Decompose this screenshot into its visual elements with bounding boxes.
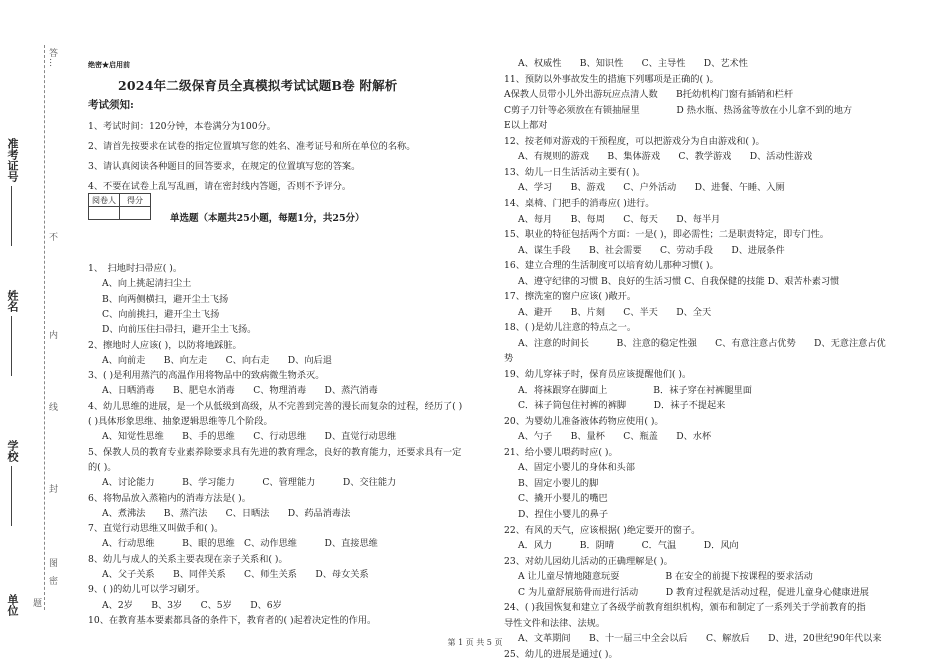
answer-option: A、知觉性思维 B、手的思维 C、行动思维 D、直觉行动思维	[102, 431, 397, 443]
score-table	[88, 193, 151, 220]
answer-option: D、向前压住扫帚扫，避开尘土飞扬。	[102, 324, 257, 336]
school-label: 学校	[6, 440, 19, 462]
margin-label: 题	[31, 598, 41, 608]
question-line: 17、擦洗室的窗户应该( )敞开。	[504, 291, 637, 303]
question-line: ( )具体形象思维、抽象逻辑思维等几个阶段。	[88, 416, 273, 427]
question-line: 24、( )我国恢复和建立了各级学前教育组织机构，颁布和制定了一系列关于学前教育的指	[504, 602, 866, 614]
question-line: 势	[504, 353, 514, 365]
answer-option: A 让儿童尽情地随意玩耍 B 在安全的前提下按课程的要求活动	[518, 571, 813, 583]
answer-option: A、勺子 B、量杯 C、瓶盖 D、水杯	[518, 431, 712, 443]
unit-field[interactable]	[4, 594, 20, 616]
question-line: 21、给小婴儿喂药时应( )。	[504, 446, 618, 458]
question-line: E以上都对	[504, 120, 548, 132]
answer-option: A、学习 B、游戏 C、户外活动 D、进餐、午睡、入厕	[518, 182, 785, 194]
question-line: 4、幼儿思维的进展，是一个从低级到高级，从不完善到完善的漫长而复杂的过程，经历了( )	[88, 400, 463, 412]
question-line: 25、幼儿的进展是通过( )。	[504, 648, 618, 660]
question-line: 2、擦地时人应该( )，以防将地踩脏。	[88, 339, 242, 351]
score-input[interactable]	[120, 207, 151, 220]
answer-option: A、固定小婴儿的身体和头部	[518, 462, 635, 474]
seal-line	[44, 45, 45, 610]
answer-option: A．将袜跟穿在脚面上 B．袜子穿在衬裤腿里面	[518, 384, 752, 396]
name-field[interactable]	[4, 290, 20, 376]
margin-label: 不	[47, 232, 57, 242]
notice-heading: 考试须知:	[88, 99, 134, 111]
notice-item: 3、请认真阅读各种题目的回答要求，在规定的位置填写您的答案。	[88, 161, 361, 172]
margin-label: 密	[47, 576, 57, 586]
page-title: 2024年二级保育员全真模拟考试试题B卷 附解析	[118, 78, 398, 93]
answer-option: A、权威性 B、知识性 C、主导性 D、艺术性	[518, 58, 748, 69]
question-line: 22、有风的天气，应该根据( )绝定要开的窗子。	[504, 524, 701, 536]
question-line: 12、按老师对游戏的干预程度，可以把游戏分为自由游戏和( )。	[504, 135, 765, 147]
answer-option: A、每月 B、每周 C、每天 D、每半月	[518, 213, 721, 225]
grader-input[interactable]	[89, 207, 120, 220]
margin-label: 封	[47, 484, 57, 494]
margin-label: 内	[47, 330, 57, 340]
question-line: 23、对幼儿园幼儿活动的正确理解是( )。	[504, 555, 673, 567]
question-line: 10、在教育基本要素都具备的条件下，教育者的( )起着决定性的作用。	[88, 614, 377, 626]
question-line: 13、幼儿一日生活活动主要有( )。	[504, 166, 646, 178]
answer-option: A、注意的时间长 B、注意的稳定性强 C、有意注意占优势 D、无意注意占优	[518, 337, 886, 349]
answer-option: A、文革期间 B、十一届三中全会以后 C、解放后 D、进，20世纪90年代以来	[518, 633, 882, 645]
answer-option: A、向前走 B、向左走 C、向右走 D、向后退	[102, 354, 332, 366]
question-line: 6、将物品放入蒸箱内的消毒方法是( )。	[88, 492, 251, 504]
answer-option: A、煮沸法 B、蒸汽法 C、日晒法 D、药品消毒法	[102, 507, 351, 519]
score-cell: 得分	[120, 194, 151, 207]
answer-option: A、行动思维 B、眼的思维 C、动作思维 D、直接思维	[102, 538, 378, 550]
notice-item: 4、不要在试卷上乱写乱画，请在密封线内答题，否则不予评分。	[88, 181, 352, 192]
unit-label: 单位	[6, 594, 19, 616]
answer-option: A、日晒消毒 B、肥皂水消毒 C、物理消毒 D、蒸汽消毒	[102, 385, 378, 397]
answer-option: A、向上挑起清扫尘土	[102, 278, 192, 290]
question-line: 导性文件和法律、法规。	[504, 617, 606, 629]
answer-option: A、父子关系 B、同伴关系 C、师生关系 D、母女关系	[102, 569, 369, 580]
question-line: 的( )。	[88, 461, 117, 473]
answer-option: A、遵守纪律的习惯 B、良好的生活习惯 C、自我保健的技能 D、艰苦朴素习惯	[518, 275, 840, 287]
question-line: 16、建立合理的生活制度可以培育幼儿那种习惯( )。	[504, 260, 719, 272]
answer-option: C．袜子筒包住衬裤的裤脚 D．袜子不提起来	[518, 400, 726, 412]
exam-number-field[interactable]	[4, 138, 20, 246]
answer-option: A、避开 B、片刻 C、半天 D、全天	[518, 306, 712, 318]
answer-option: B、向两侧横扫，避开尘土飞扬	[102, 293, 229, 305]
binding-margin	[0, 0, 70, 671]
question-line: 1、 扫地时扫帚应( )。	[88, 263, 183, 274]
question-line: 9、( )的幼儿可以学习刷牙。	[88, 584, 205, 596]
question-line: 11、预防以外事故发生的措施下列哪项是正确的( )。	[504, 73, 719, 85]
name-label: 姓名	[6, 290, 19, 312]
answer-option: D、捏住小婴儿的鼻子	[518, 508, 609, 520]
question-line: 15、职业的特征包括两个方面：一是( )，即必需性；二是职责特定，即专门性。	[504, 229, 829, 241]
notice-item: 2、请首先按要求在试卷的指定位置填写您的姓名、准考证号和所在单位的名称。	[88, 141, 416, 152]
question-line: 7、直觉行动思维又叫做手和( )。	[88, 523, 224, 535]
question-line: 14、桌椅、门把手的消毒应( )进行。	[504, 197, 655, 209]
margin-label: 答…	[47, 48, 57, 68]
question-line: C剪子刀针等必须放在有锁抽屉里 D 热水瓶、热汤盆等放在小儿拿不到的地方	[504, 104, 853, 116]
answer-option: A、有规则的游戏 B、集体游戏 C、教学游戏 D、活动性游戏	[518, 151, 813, 163]
question-line: 5、保教人员的教育专业素养除要求具有先进的教育理念，良好的教育能力，还要求具有一定	[88, 446, 462, 458]
question-line: 8、幼儿与成人的关系主要表现在亲子关系和( )。	[88, 553, 288, 565]
answer-option: A、2岁 B、3岁 C、5岁 D、6岁	[102, 599, 282, 611]
school-field[interactable]	[4, 440, 20, 526]
answer-option: C 为儿童舒展筋骨而进行活动 D 教育过程就是活动过程，促进儿童身心健康进展	[518, 586, 869, 598]
answer-option: A．风力 B．阴晴 C．气温 D．风向	[518, 540, 739, 552]
answer-option: A、谋生手段 B、社会需要 C、劳动手段 D、进展条件	[518, 244, 785, 256]
question-line: 20、为婴幼儿准备液体药物应使用( )。	[504, 415, 664, 427]
question-line: A保教人员带小儿外出游玩应点清人数 B托幼机构门窗有插销和栏杆	[504, 89, 794, 101]
question-line: 3、( )是利用蒸汽的高温作用将物品中的致病微生物杀灭。	[88, 370, 325, 382]
answer-option: C、向前挑扫，避开尘土飞扬	[102, 308, 220, 320]
exam-number-label: 准考证号	[6, 138, 19, 182]
question-line: 18、( )是幼儿注意的特点之一。	[504, 322, 637, 334]
secret-label: 绝密★启用前	[88, 60, 130, 69]
question-line: 19、幼儿穿袜子时，保育员应该提醒他们( )。	[504, 369, 692, 380]
page-footer: 第 1 页 共 5 页	[447, 638, 503, 647]
answer-option: A、讨论能力 B、学习能力 C、管理能力 D、交往能力	[102, 477, 397, 489]
answer-option: B、固定小婴儿的脚	[518, 477, 599, 489]
grader-cell: 阅卷人	[89, 194, 120, 207]
section-heading: 单选题（本题共25小题，每题1分，共25分）	[170, 213, 365, 224]
margin-label: 线	[47, 402, 57, 412]
notice-item: 1、考试时间：120分钟，本卷满分为100分。	[88, 121, 276, 132]
margin-label: 图	[47, 558, 57, 568]
answer-option: C、撬开小婴儿的嘴巴	[518, 493, 608, 505]
